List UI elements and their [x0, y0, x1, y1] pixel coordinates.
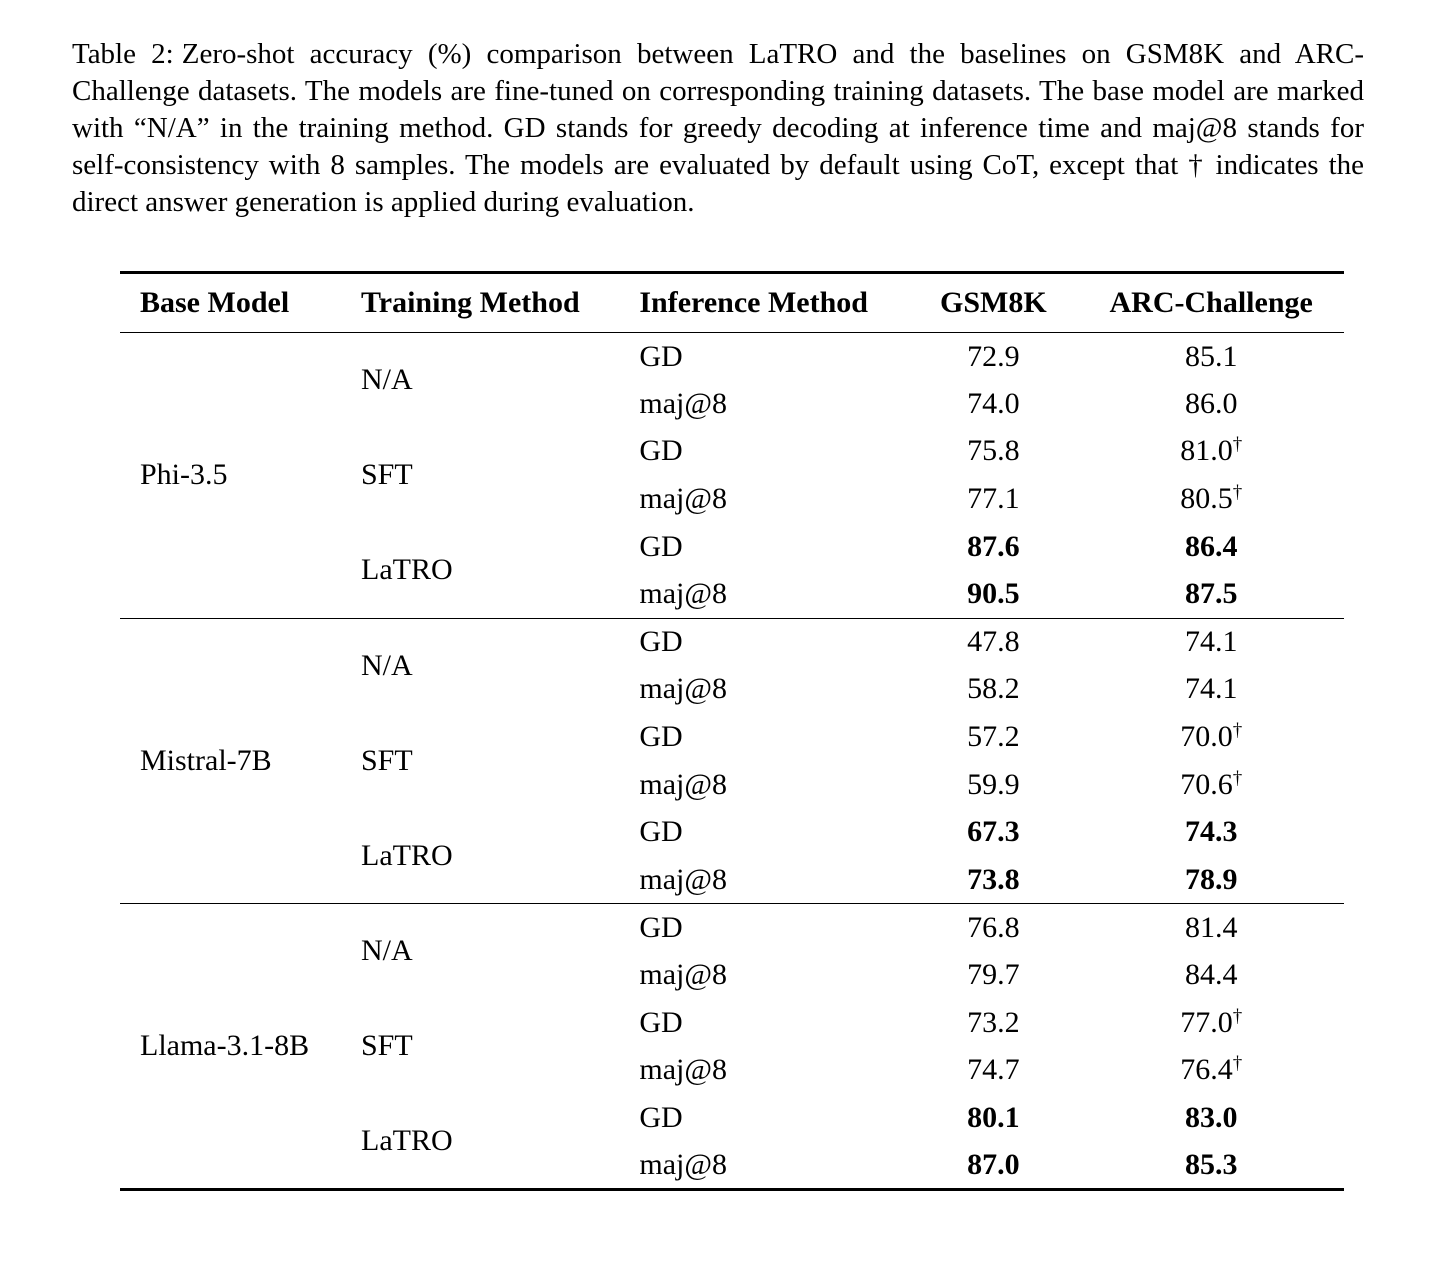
- arc-value: 81.0: [1180, 434, 1233, 468]
- cell-base-model: Mistral-7B: [120, 618, 341, 904]
- cell-gsm8k: 87.6: [967, 529, 1020, 563]
- cell-inference-method: maj@8: [639, 767, 727, 801]
- cell-training-method: N/A: [341, 904, 619, 999]
- header-training-method: Training Method: [341, 273, 619, 333]
- cell-inference-method: maj@8: [639, 862, 727, 896]
- dagger-mark: †: [1232, 1053, 1243, 1075]
- cell-gsm8k: 79.7: [967, 958, 1020, 992]
- cell-gsm8k: 75.8: [967, 434, 1020, 468]
- cell-gsm8k: 72.9: [908, 333, 1078, 381]
- cell-arc-challenge: [1078, 808, 1344, 856]
- cell-inference-method: GD: [639, 1005, 683, 1039]
- table-row: [120, 618, 1344, 666]
- cell-gsm8k: 73.8: [967, 862, 1020, 896]
- cell-arc-challenge: [1078, 523, 1344, 571]
- cell-inference-method: maj@8: [639, 1053, 727, 1087]
- arc-value: 86.4: [1184, 529, 1238, 563]
- cell-arc-challenge: [1078, 333, 1344, 381]
- arc-value: 81.4: [1184, 910, 1238, 944]
- cell-inference-method: maj@8: [639, 958, 727, 992]
- cell-arc-challenge: [1078, 570, 1344, 618]
- cell-training-method: LaTRO: [361, 1123, 453, 1157]
- cell-inference-method: maj@8: [639, 672, 727, 706]
- cell-arc-challenge: [1078, 951, 1344, 999]
- cell-arc-challenge: [1078, 904, 1344, 952]
- cell-arc-challenge: [1078, 428, 1344, 476]
- cell-inference-method: maj@8: [639, 482, 727, 516]
- cell-gsm8k: 73.2: [967, 1005, 1020, 1039]
- cell-arc-challenge: [1078, 999, 1344, 1047]
- cell-arc-challenge: [1078, 713, 1344, 761]
- cell-training-method: LaTRO: [361, 838, 453, 872]
- arc-value: 74.1: [1184, 625, 1238, 659]
- arc-value: 83.0: [1184, 1100, 1238, 1134]
- table-row: [120, 904, 1344, 952]
- cell-gsm8k: 57.2: [967, 720, 1020, 754]
- header-base-model: Base Model: [120, 273, 341, 333]
- arc-value: 87.5: [1184, 577, 1238, 611]
- cell-inference-method: GD: [639, 815, 683, 849]
- cell-inference-method: maj@8: [639, 386, 727, 420]
- cell-arc-challenge: [1078, 1046, 1344, 1094]
- dagger-mark: †: [1232, 720, 1243, 742]
- cell-gsm8k: 47.8: [908, 618, 1078, 666]
- arc-value: 86.0: [1184, 386, 1238, 420]
- arc-value: 84.4: [1184, 958, 1238, 992]
- cell-gsm8k: 87.0: [967, 1147, 1020, 1181]
- cell-gsm8k: 76.8: [908, 904, 1078, 952]
- header-gsm8k: GSM8K: [908, 273, 1078, 333]
- table-caption: [72, 36, 1364, 221]
- cell-gsm8k: 58.2: [967, 672, 1020, 706]
- cell-training-method: N/A: [341, 618, 619, 713]
- header-inference-method: Inference Method: [619, 273, 908, 333]
- cell-inference-method: GD: [639, 529, 683, 563]
- cell-training-method: N/A: [341, 333, 619, 428]
- header-arc-challenge: ARC-Challenge: [1078, 273, 1344, 333]
- cell-inference-method: GD: [619, 904, 908, 952]
- dagger-mark: †: [1232, 434, 1243, 456]
- cell-gsm8k: 67.3: [967, 815, 1020, 849]
- cell-arc-challenge: [1078, 475, 1344, 523]
- cell-arc-challenge: [1078, 761, 1344, 809]
- caption-label: Table 2:: [72, 38, 174, 70]
- cell-base-model: Llama-3.1-8B: [120, 904, 341, 1190]
- dagger-mark: †: [1232, 482, 1243, 504]
- cell-base-model: Phi-3.5: [120, 333, 341, 619]
- dagger-mark: †: [1232, 1005, 1243, 1027]
- cell-inference-method: GD: [619, 618, 908, 666]
- results-table: [120, 271, 1344, 1191]
- cell-training-method: LaTRO: [361, 553, 453, 587]
- arc-value: 76.4: [1180, 1053, 1233, 1087]
- cell-training-method: SFT: [361, 1029, 413, 1063]
- results-table-container: [120, 271, 1344, 1191]
- cell-inference-method: GD: [639, 720, 683, 754]
- cell-gsm8k: 90.5: [967, 577, 1020, 611]
- cell-inference-method: GD: [639, 1100, 683, 1134]
- cell-arc-challenge: [1078, 618, 1344, 666]
- cell-arc-challenge: [1078, 1142, 1344, 1190]
- cell-gsm8k: 74.7: [967, 1053, 1020, 1087]
- cell-gsm8k: 80.1: [967, 1100, 1020, 1134]
- cell-inference-method: maj@8: [639, 1147, 727, 1181]
- cell-arc-challenge: [1078, 380, 1344, 428]
- arc-value: 85.1: [1184, 339, 1238, 373]
- caption-text: Zero-shot accuracy (%) comparison between LaTRO and the baselines on GSM8K and ARC-Challenge datasets. The models are fine-tuned on corresponding training datasets. The base model are marked with “N/A” in the training method. GD stands for greedy decoding at inference time and maj@8 stands for self-consistency with 8 samples. The models are evaluated by default using CoT, except that † indicates the direct answer generation is applied during evaluation.: [72, 38, 1364, 218]
- header-row: [120, 273, 1344, 333]
- cell-training-method: SFT: [361, 458, 413, 492]
- table-row: [120, 333, 1344, 381]
- cell-inference-method: maj@8: [639, 577, 727, 611]
- cell-gsm8k: 74.0: [967, 386, 1020, 420]
- cell-gsm8k: 59.9: [967, 767, 1020, 801]
- arc-value: 74.3: [1184, 815, 1238, 849]
- cell-gsm8k: 77.1: [967, 482, 1020, 516]
- dagger-mark: †: [1232, 767, 1243, 789]
- arc-value: 70.6: [1180, 767, 1233, 801]
- cell-training-method: SFT: [361, 743, 413, 777]
- cell-inference-method: GD: [619, 333, 908, 381]
- arc-value: 70.0: [1180, 720, 1233, 754]
- arc-value: 74.1: [1184, 672, 1238, 706]
- cell-arc-challenge: [1078, 856, 1344, 904]
- cell-inference-method: GD: [639, 434, 683, 468]
- cell-arc-challenge: [1078, 1094, 1344, 1142]
- arc-value: 77.0: [1180, 1005, 1233, 1039]
- cell-arc-challenge: [1078, 666, 1344, 714]
- arc-value: 80.5: [1180, 482, 1233, 516]
- arc-value: 78.9: [1184, 862, 1238, 896]
- table-body: [120, 333, 1344, 1190]
- arc-value: 85.3: [1184, 1147, 1238, 1181]
